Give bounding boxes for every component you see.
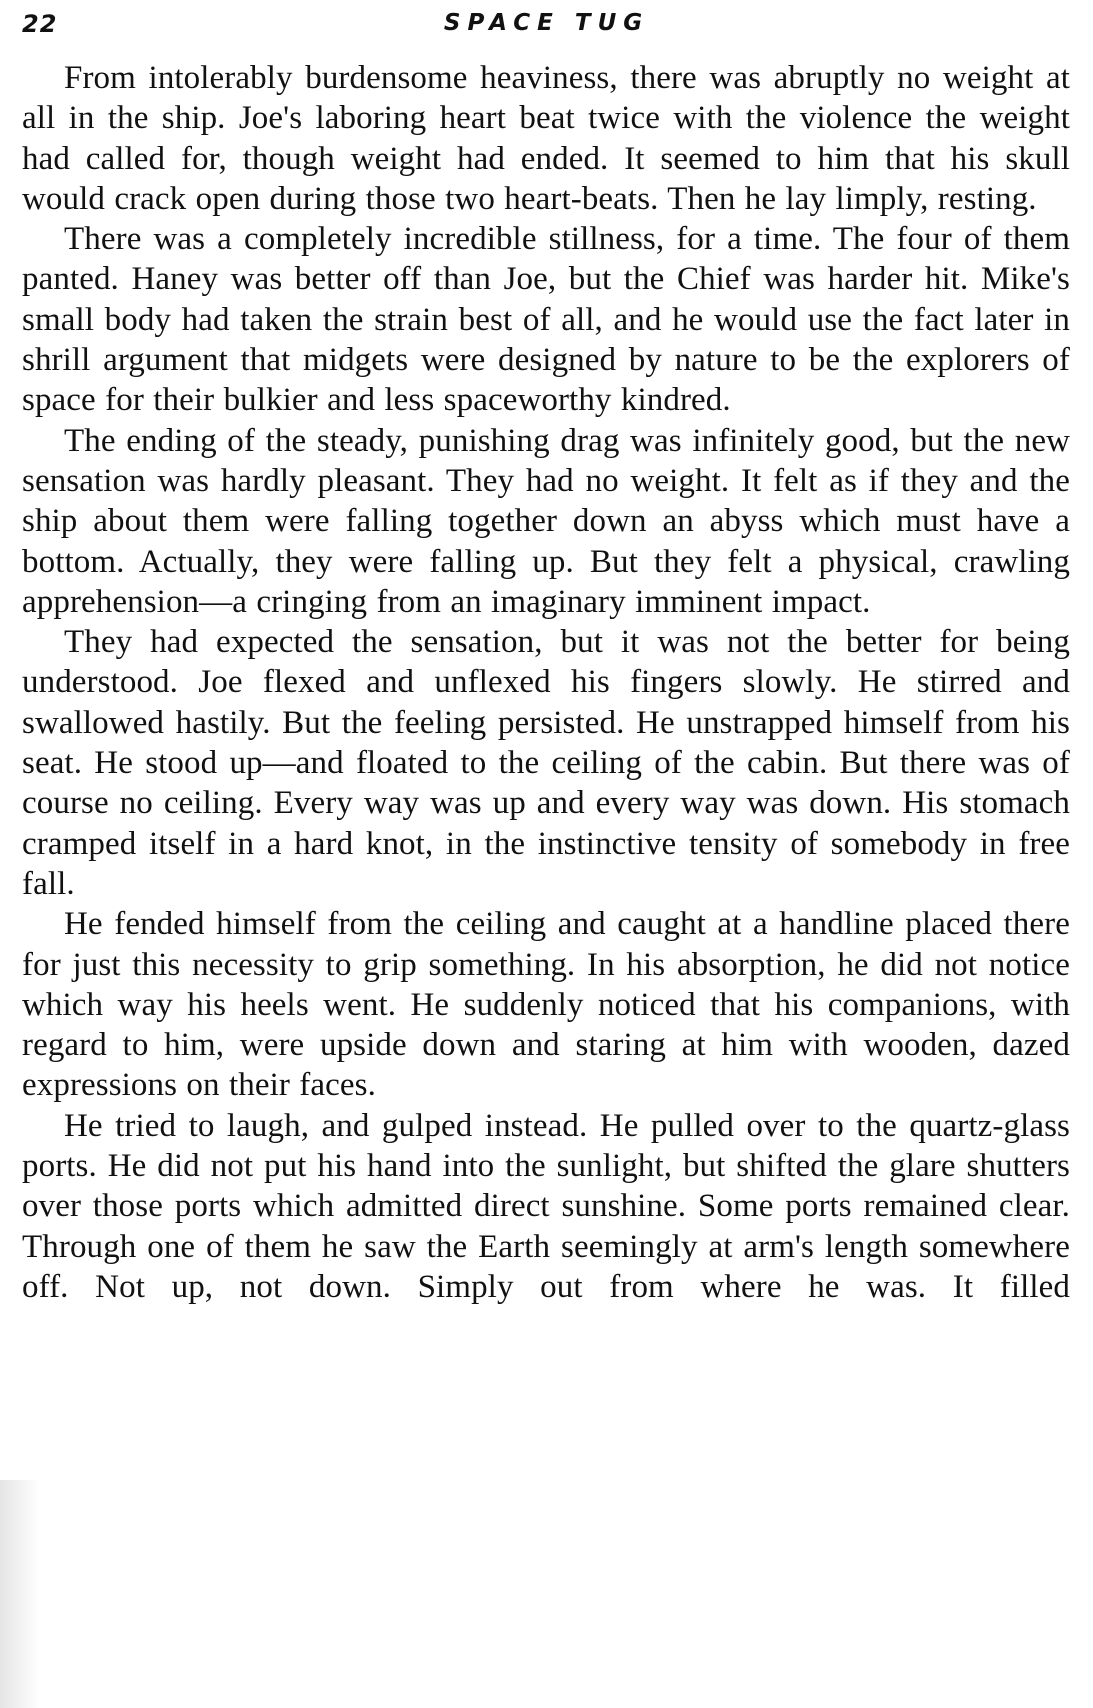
paragraph-2: There was a completely incredible stillness, for a time. The four of them panted. Haney was better off than Joe, but the Chief was harder hit. Mike's small body had taken the strain best of all, and he would use the fact later in shrill argument that midgets were designed by nature to be the explorers of space for their bulkier and less spaceworthy kindred. — [22, 221, 1070, 419]
paragraph-3: The ending of the steady, punishing drag was infinitely good, but the new sensation was hardly pleasant. They had no weight. It felt as if they and the ship about them were falling together down an abyss which must have a bottom. Actually, they were falling up. But they felt a physical, crawling apprehension—a cringing from an imaginary imminent impact. — [22, 422, 1070, 620]
page-number: 22 — [22, 10, 58, 38]
paragraph-1: From intolerably burdensome heaviness, there was abruptly no weight at all in the ship. Joe's laboring heart beat twice with the violence the weight had called for, though weight had ended. It seemed to him that his skull would crack open during those two heart-beats. Then he lay limply, resting. — [22, 60, 1070, 217]
body-text — [22, 58, 1070, 1307]
paragraph-6: He tried to laugh, and gulped instead. He pulled over to the quartz-glass ports. He did not put his hand into the sunlight, but shifted the glare shutters over those ports which admitted direct sunshine. Some ports remained clear. Through one of them he saw the Earth seemingly at arm's length somewhere off. Not up, not down. Simply out from where he was. It filled — [22, 1107, 1070, 1305]
scan-shadow — [0, 1480, 40, 1708]
running-head — [0, 8, 1093, 48]
paragraph-4: They had expected the sensation, but it was not the better for being understood. Joe flexed and unflexed his fingers slowly. He stirred and swallowed hastily. But the feeling persisted. He unstrapped himself from his seat. He stood up—and floated to the ceiling of the cabin. But there was of course no ceiling. Every way was up and every way was down. His stomach cramped itself in a hard knot, in the instinctive tensity of somebody in free fall. — [22, 624, 1070, 902]
running-title: SPACE TUG — [443, 10, 650, 36]
paragraph-5: He fended himself from the ceiling and caught at a handline placed there for just this necessity to grip something. In his absorption, he did not notice which way his heels went. He suddenly noticed that his companions, with regard to him, were upside down and staring at him with wooden, dazed expressions on their faces. — [22, 906, 1070, 1104]
